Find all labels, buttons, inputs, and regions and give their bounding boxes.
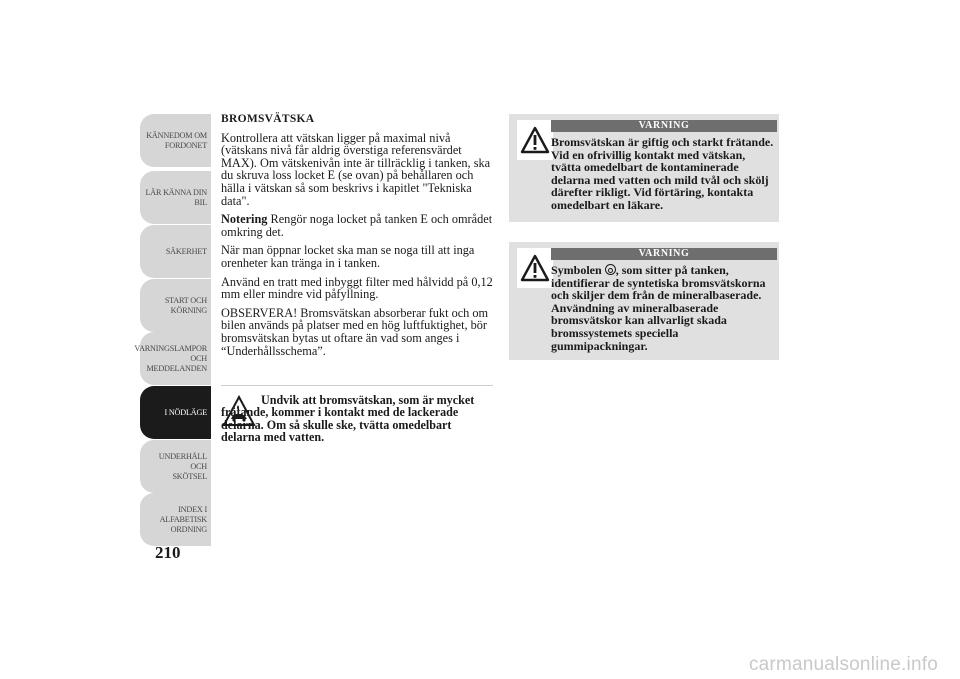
note-label: Notering [221, 212, 268, 227]
section-divider [221, 385, 493, 386]
tab-start-och-korning[interactable]: START OCH KÖRNING [140, 279, 211, 332]
main-text-column [221, 113, 493, 363]
warning-title: VARNING [551, 248, 777, 260]
section-heading: BROMSVÄTSKA [221, 113, 315, 125]
paragraph-level-check: Kontrollera att vätskan ligger på maximal nivå (vätskans nivå får aldrig överstiga referensvärdet MAX). Om vätskenivån inte är tillräcklig i tanken, ska du skruva loss locket E (se ovan) på behållaren och hälla i vätskan så som beskrivs i kapitlet "Tekniska data". [221, 130, 491, 208]
tab-varningslampor[interactable]: VARNINGSLAMPOR OCH MEDDELANDEN [140, 332, 211, 385]
page-number: 210 [155, 543, 181, 562]
tab-index[interactable]: INDEX I ALFABETISK ORDNING [140, 493, 211, 546]
tab-sakerhet[interactable]: SÄKERHET [140, 225, 211, 278]
tab-i-nodlage[interactable]: I NÖDLÄGE [140, 386, 211, 439]
paragraph-observe: OBSERVERA! Bromsvätskan absorberar fukt och om bilen används på platser med en hög luftfuktighet, bör bromsvätskan bytas ut oftare än vad som anges i “Underhållsschema”. [221, 305, 489, 358]
warning-title: VARNING [551, 120, 777, 132]
warning-text: Symbolen , som sitter på tanken, identifierar de syntetiska bromsvätskorna och skiljer dem från de mineralbaserade. Användning av mineralbaserade bromsvätskor kan allvarligt skada bromssystemets speciella gummipackningar. [551, 263, 766, 353]
tab-lar-kanna-din-bil[interactable]: LÄR KÄNNA DIN BIL [140, 171, 211, 224]
watermark: carmanualsonline.info [748, 654, 938, 675]
paint-caution-text: Undvik att bromsvätskan, som är mycket frätande, kommer i kontakt med de lackerade delarna. Om så skulle ske, tvätta omedelbart delarna med vatten. [221, 393, 475, 445]
paragraph-funnel: Använd en tratt med inbyggt filter med hålvidd på 0,12 mm eller mindre vid påfyllning. [221, 274, 493, 302]
warning-text: Bromsvätskan är giftig och starkt frätande. Vid en ofrivillig kontakt med vätskan, tvätta omedelbart de kontaminerade delarna med vatten och mild tvål och skölj därefter rikligt. Vid förtäring, kontakta omedelbart en läkare. [551, 135, 774, 212]
synthetic-fluid-symbol-icon [605, 264, 616, 275]
note-text: Rengör noga locket på tanken E och området omkring det. [221, 212, 493, 239]
tab-kannedom-om-fordonet[interactable]: KÄNNEDOM OM FORDONET [140, 114, 211, 167]
tab-underhall-och-skotsel[interactable]: UNDERHÅLL OCH SKÖTSEL [140, 440, 211, 493]
warning-box-synthetic [509, 242, 779, 360]
paragraph-note [221, 213, 493, 238]
warning-box-toxic [509, 114, 779, 222]
paragraph-open-cap: När man öppnar locket ska man se noga till att inga orenheter kan tränga in i tanken. [221, 243, 475, 270]
